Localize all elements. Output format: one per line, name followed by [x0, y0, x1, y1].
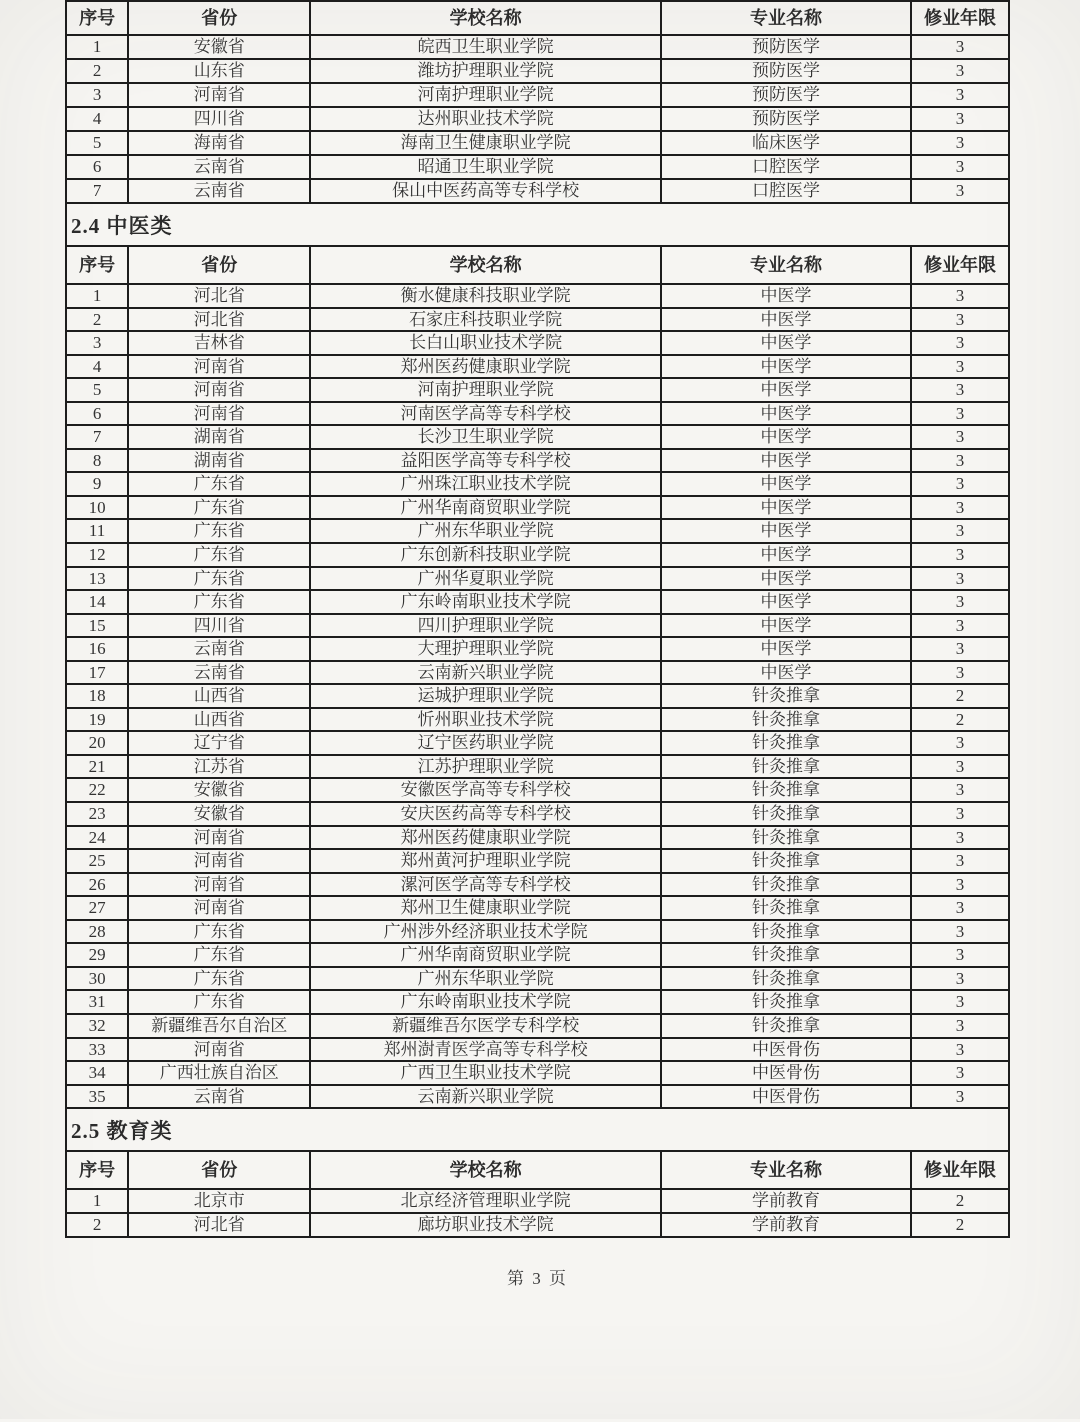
table-row: [66, 873, 1009, 897]
cell-school-name: 广州东华职业学院: [310, 967, 661, 991]
cell-row-index: 8: [66, 449, 128, 473]
cell-major-name: 针灸推拿: [661, 802, 911, 826]
cell-study-years: 3: [911, 449, 1009, 473]
table-row: [66, 896, 1009, 920]
cell-row-index: 1: [66, 1189, 128, 1213]
header-row: [66, 246, 1009, 284]
cell-school-name: 廊坊职业技术学院: [310, 1213, 661, 1237]
cell-province: 湖南省: [128, 449, 310, 473]
column-header: 学校名称: [310, 246, 661, 284]
cell-major-name: 中医学: [661, 496, 911, 520]
cell-province: 云南省: [128, 1085, 310, 1109]
cell-school-name: 皖西卫生职业学院: [310, 35, 661, 59]
cell-study-years: 3: [911, 472, 1009, 496]
cell-row-index: 24: [66, 826, 128, 850]
cell-row-index: 6: [66, 402, 128, 426]
cell-major-name: 口腔医学: [661, 155, 911, 179]
cell-school-name: 广东岭南职业技术学院: [310, 590, 661, 614]
cell-province: 河南省: [128, 873, 310, 897]
cell-province: 河北省: [128, 284, 310, 308]
cell-province: 河南省: [128, 378, 310, 402]
cell-row-index: 18: [66, 684, 128, 708]
cell-province: 辽宁省: [128, 731, 310, 755]
column-header: 省份: [128, 1151, 310, 1189]
table-row: [66, 1213, 1009, 1237]
cell-province: 广东省: [128, 472, 310, 496]
cell-school-name: 广东创新科技职业学院: [310, 543, 661, 567]
column-header: 专业名称: [661, 246, 911, 284]
schools-table: [65, 1150, 1010, 1238]
cell-study-years: 3: [911, 731, 1009, 755]
cell-major-name: 针灸推拿: [661, 943, 911, 967]
cell-major-name: 中医学: [661, 425, 911, 449]
cell-school-name: 益阳医学高等专科学校: [310, 449, 661, 473]
cell-school-name: 江苏护理职业学院: [310, 755, 661, 779]
column-header: 学校名称: [310, 1, 661, 35]
cell-row-index: 12: [66, 543, 128, 567]
cell-province: 新疆维吾尔自治区: [128, 1014, 310, 1038]
cell-study-years: 3: [911, 331, 1009, 355]
cell-study-years: 2: [911, 1213, 1009, 1237]
cell-row-index: 1: [66, 284, 128, 308]
cell-major-name: 中医学: [661, 543, 911, 567]
cell-school-name: 潍坊护理职业学院: [310, 59, 661, 83]
table-row: [66, 472, 1009, 496]
column-header: 序号: [66, 1151, 128, 1189]
cell-row-index: 23: [66, 802, 128, 826]
cell-school-name: 昭通卫生职业学院: [310, 155, 661, 179]
cell-province: 河北省: [128, 1213, 310, 1237]
table-row: [66, 1014, 1009, 1038]
cell-major-name: 中医学: [661, 402, 911, 426]
table-row: [66, 708, 1009, 732]
cell-province: 江苏省: [128, 755, 310, 779]
table-row: [66, 543, 1009, 567]
cell-row-index: 34: [66, 1061, 128, 1085]
cell-study-years: 3: [911, 590, 1009, 614]
table-row: [66, 519, 1009, 543]
cell-province: 河南省: [128, 849, 310, 873]
table-row: [66, 943, 1009, 967]
cell-province: 海南省: [128, 131, 310, 155]
cell-study-years: 3: [911, 496, 1009, 520]
cell-row-index: 21: [66, 755, 128, 779]
table-row: [66, 308, 1009, 332]
cell-province: 山西省: [128, 684, 310, 708]
table-row: [66, 59, 1009, 83]
cell-study-years: 3: [911, 355, 1009, 379]
cell-province: 河北省: [128, 308, 310, 332]
cell-province: 广西壮族自治区: [128, 1061, 310, 1085]
cell-school-name: 运城护理职业学院: [310, 684, 661, 708]
cell-school-name: 衡水健康科技职业学院: [310, 284, 661, 308]
cell-study-years: 3: [911, 543, 1009, 567]
section-title-text: 2.4 中医类: [71, 213, 173, 238]
cell-major-name: 预防医学: [661, 35, 911, 59]
table-row: [66, 155, 1009, 179]
cell-study-years: 3: [911, 920, 1009, 944]
cell-major-name: 中医学: [661, 567, 911, 591]
cell-study-years: 3: [911, 990, 1009, 1014]
cell-major-name: 预防医学: [661, 83, 911, 107]
cell-school-name: 大理护理职业学院: [310, 637, 661, 661]
cell-study-years: 3: [911, 519, 1009, 543]
cell-study-years: 3: [911, 155, 1009, 179]
cell-province: 山东省: [128, 59, 310, 83]
table-row: [66, 449, 1009, 473]
cell-row-index: 3: [66, 331, 128, 355]
table-row: [66, 179, 1009, 203]
cell-province: 四川省: [128, 614, 310, 638]
cell-study-years: 3: [911, 755, 1009, 779]
cell-study-years: 3: [911, 59, 1009, 83]
cell-row-index: 4: [66, 107, 128, 131]
cell-major-name: 中医学: [661, 355, 911, 379]
cell-school-name: 漯河医学高等专科学校: [310, 873, 661, 897]
table-row: [66, 802, 1009, 826]
cell-row-index: 32: [66, 1014, 128, 1038]
column-header: 专业名称: [661, 1, 911, 35]
cell-row-index: 2: [66, 1213, 128, 1237]
table-row: [66, 684, 1009, 708]
column-header: 修业年限: [911, 1, 1009, 35]
cell-row-index: 13: [66, 567, 128, 591]
cell-school-name: 广东岭南职业技术学院: [310, 990, 661, 1014]
cell-school-name: 河南护理职业学院: [310, 83, 661, 107]
cell-province: 四川省: [128, 107, 310, 131]
page-number: 第 3 页: [507, 1269, 568, 1289]
cell-major-name: 针灸推拿: [661, 708, 911, 732]
cell-row-index: 5: [66, 378, 128, 402]
cell-study-years: 3: [911, 131, 1009, 155]
cell-school-name: 四川护理职业学院: [310, 614, 661, 638]
cell-study-years: 3: [911, 896, 1009, 920]
cell-row-index: 35: [66, 1085, 128, 1109]
cell-row-index: 10: [66, 496, 128, 520]
schools-table: [65, 0, 1010, 204]
cell-row-index: 2: [66, 59, 128, 83]
table-row: [66, 1038, 1009, 1062]
cell-row-index: 27: [66, 896, 128, 920]
cell-row-index: 19: [66, 708, 128, 732]
table-row: [66, 755, 1009, 779]
cell-school-name: 云南新兴职业学院: [310, 1085, 661, 1109]
cell-major-name: 中医骨伤: [661, 1061, 911, 1085]
table-row: [66, 35, 1009, 59]
cell-major-name: 针灸推拿: [661, 849, 911, 873]
table-row: [66, 990, 1009, 1014]
cell-province: 云南省: [128, 637, 310, 661]
cell-province: 广东省: [128, 943, 310, 967]
cell-province: 山西省: [128, 708, 310, 732]
cell-school-name: 郑州医药健康职业学院: [310, 826, 661, 850]
cell-school-name: 郑州澍青医学高等专科学校: [310, 1038, 661, 1062]
section-title: [65, 204, 1010, 245]
cell-school-name: 长沙卫生职业学院: [310, 425, 661, 449]
cell-study-years: 2: [911, 708, 1009, 732]
cell-major-name: 针灸推拿: [661, 990, 911, 1014]
column-header: 学校名称: [310, 1151, 661, 1189]
cell-row-index: 31: [66, 990, 128, 1014]
cell-major-name: 中医学: [661, 472, 911, 496]
cell-province: 广东省: [128, 496, 310, 520]
cell-major-name: 中医学: [661, 590, 911, 614]
cell-major-name: 学前教育: [661, 1213, 911, 1237]
cell-row-index: 16: [66, 637, 128, 661]
cell-province: 河南省: [128, 355, 310, 379]
cell-school-name: 长白山职业技术学院: [310, 331, 661, 355]
column-header: 序号: [66, 1, 128, 35]
table-row: [66, 378, 1009, 402]
table-row: [66, 849, 1009, 873]
cell-major-name: 针灸推拿: [661, 920, 911, 944]
cell-school-name: 河南医学高等专科学校: [310, 402, 661, 426]
cell-major-name: 中医学: [661, 661, 911, 685]
column-header: 专业名称: [661, 1151, 911, 1189]
cell-school-name: 安徽医学高等专科学校: [310, 778, 661, 802]
table-row: [66, 496, 1009, 520]
cell-study-years: 3: [911, 826, 1009, 850]
section-title: [65, 1109, 1010, 1150]
cell-study-years: 3: [911, 107, 1009, 131]
cell-row-index: 7: [66, 425, 128, 449]
header-row: [66, 1, 1009, 35]
cell-major-name: 针灸推拿: [661, 731, 911, 755]
cell-row-index: 5: [66, 131, 128, 155]
cell-province: 河南省: [128, 896, 310, 920]
cell-school-name: 河南护理职业学院: [310, 378, 661, 402]
table-row: [66, 731, 1009, 755]
column-header: 修业年限: [911, 246, 1009, 284]
cell-major-name: 针灸推拿: [661, 778, 911, 802]
cell-row-index: 14: [66, 590, 128, 614]
cell-major-name: 预防医学: [661, 59, 911, 83]
cell-row-index: 9: [66, 472, 128, 496]
cell-province: 安徽省: [128, 778, 310, 802]
cell-school-name: 郑州卫生健康职业学院: [310, 896, 661, 920]
column-header: 序号: [66, 246, 128, 284]
table-row: [66, 131, 1009, 155]
cell-major-name: 中医学: [661, 519, 911, 543]
table-row: [66, 1085, 1009, 1109]
cell-school-name: 广州涉外经济职业技术学院: [310, 920, 661, 944]
cell-school-name: 北京经济管理职业学院: [310, 1189, 661, 1213]
schools-table: [65, 245, 1010, 1109]
cell-school-name: 新疆维吾尔医学专科学校: [310, 1014, 661, 1038]
cell-major-name: 中医学: [661, 331, 911, 355]
cell-study-years: 3: [911, 614, 1009, 638]
cell-row-index: 20: [66, 731, 128, 755]
cell-row-index: 3: [66, 83, 128, 107]
cell-row-index: 29: [66, 943, 128, 967]
cell-province: 河南省: [128, 402, 310, 426]
table-row: [66, 967, 1009, 991]
cell-major-name: 中医学: [661, 378, 911, 402]
cell-major-name: 针灸推拿: [661, 684, 911, 708]
cell-row-index: 15: [66, 614, 128, 638]
cell-major-name: 针灸推拿: [661, 967, 911, 991]
cell-province: 广东省: [128, 519, 310, 543]
cell-school-name: 广州华南商贸职业学院: [310, 496, 661, 520]
cell-study-years: 3: [911, 567, 1009, 591]
cell-province: 广东省: [128, 920, 310, 944]
cell-major-name: 中医学: [661, 449, 911, 473]
cell-province: 安徽省: [128, 35, 310, 59]
column-header: 省份: [128, 1, 310, 35]
cell-major-name: 中医学: [661, 614, 911, 638]
cell-study-years: 3: [911, 402, 1009, 426]
cell-major-name: 临床医学: [661, 131, 911, 155]
table-row: [66, 1189, 1009, 1213]
table-row: [66, 284, 1009, 308]
cell-province: 湖南省: [128, 425, 310, 449]
cell-province: 河南省: [128, 826, 310, 850]
cell-school-name: 郑州黄河护理职业学院: [310, 849, 661, 873]
table-row: [66, 1061, 1009, 1085]
cell-study-years: 3: [911, 967, 1009, 991]
table-row: [66, 107, 1009, 131]
table-row: [66, 637, 1009, 661]
table-row: [66, 661, 1009, 685]
cell-study-years: 3: [911, 378, 1009, 402]
header-row: [66, 1151, 1009, 1189]
cell-province: 云南省: [128, 155, 310, 179]
column-header: 省份: [128, 246, 310, 284]
cell-school-name: 广州珠江职业技术学院: [310, 472, 661, 496]
cell-school-name: 忻州职业技术学院: [310, 708, 661, 732]
cell-row-index: 4: [66, 355, 128, 379]
cell-school-name: 辽宁医药职业学院: [310, 731, 661, 755]
table-row: [66, 83, 1009, 107]
cell-major-name: 针灸推拿: [661, 873, 911, 897]
cell-school-name: 石家庄科技职业学院: [310, 308, 661, 332]
table-row: [66, 355, 1009, 379]
column-header: 修业年限: [911, 1151, 1009, 1189]
cell-school-name: 云南新兴职业学院: [310, 661, 661, 685]
cell-school-name: 广州华南商贸职业学院: [310, 943, 661, 967]
cell-major-name: 中医学: [661, 284, 911, 308]
cell-school-name: 海南卫生健康职业学院: [310, 131, 661, 155]
table-row: [66, 920, 1009, 944]
cell-major-name: 中医骨伤: [661, 1085, 911, 1109]
cell-study-years: 3: [911, 1038, 1009, 1062]
cell-province: 吉林省: [128, 331, 310, 355]
cell-school-name: 保山中医药高等专科学校: [310, 179, 661, 203]
cell-study-years: 3: [911, 637, 1009, 661]
cell-study-years: 3: [911, 1014, 1009, 1038]
cell-study-years: 3: [911, 1085, 1009, 1109]
cell-study-years: 3: [911, 179, 1009, 203]
cell-province: 云南省: [128, 661, 310, 685]
cell-province: 北京市: [128, 1189, 310, 1213]
cell-major-name: 针灸推拿: [661, 755, 911, 779]
cell-study-years: 3: [911, 284, 1009, 308]
cell-row-index: 26: [66, 873, 128, 897]
table-row: [66, 590, 1009, 614]
cell-row-index: 6: [66, 155, 128, 179]
cell-province: 河南省: [128, 1038, 310, 1062]
cell-row-index: 11: [66, 519, 128, 543]
cell-major-name: 中医学: [661, 308, 911, 332]
section-title-text: 2.5 教育类: [71, 1118, 173, 1143]
cell-study-years: 3: [911, 35, 1009, 59]
cell-province: 广东省: [128, 990, 310, 1014]
cell-study-years: 3: [911, 873, 1009, 897]
cell-study-years: 3: [911, 425, 1009, 449]
cell-row-index: 17: [66, 661, 128, 685]
cell-row-index: 33: [66, 1038, 128, 1062]
table-row: [66, 826, 1009, 850]
cell-major-name: 针灸推拿: [661, 826, 911, 850]
cell-province: 广东省: [128, 967, 310, 991]
table-row: [66, 778, 1009, 802]
cell-school-name: 安庆医药高等专科学校: [310, 802, 661, 826]
table-row: [66, 331, 1009, 355]
cell-major-name: 预防医学: [661, 107, 911, 131]
cell-major-name: 中医骨伤: [661, 1038, 911, 1062]
cell-study-years: 2: [911, 1189, 1009, 1213]
cell-study-years: 3: [911, 661, 1009, 685]
cell-study-years: 3: [911, 778, 1009, 802]
cell-school-name: 郑州医药健康职业学院: [310, 355, 661, 379]
cell-row-index: 22: [66, 778, 128, 802]
cell-row-index: 28: [66, 920, 128, 944]
cell-province: 云南省: [128, 179, 310, 203]
cell-row-index: 1: [66, 35, 128, 59]
cell-school-name: 广州华夏职业学院: [310, 567, 661, 591]
cell-province: 安徽省: [128, 802, 310, 826]
cell-major-name: 学前教育: [661, 1189, 911, 1213]
cell-province: 河南省: [128, 83, 310, 107]
cell-province: 广东省: [128, 543, 310, 567]
cell-study-years: 3: [911, 83, 1009, 107]
cell-study-years: 3: [911, 1061, 1009, 1085]
cell-major-name: 针灸推拿: [661, 1014, 911, 1038]
cell-school-name: 广西卫生职业技术学院: [310, 1061, 661, 1085]
cell-row-index: 2: [66, 308, 128, 332]
table-row: [66, 567, 1009, 591]
cell-row-index: 30: [66, 967, 128, 991]
cell-study-years: 3: [911, 308, 1009, 332]
table-row: [66, 425, 1009, 449]
tables-container: [65, 0, 1010, 1238]
cell-school-name: 广州东华职业学院: [310, 519, 661, 543]
cell-row-index: 7: [66, 179, 128, 203]
cell-study-years: 3: [911, 943, 1009, 967]
cell-row-index: 25: [66, 849, 128, 873]
table-row: [66, 402, 1009, 426]
cell-study-years: 2: [911, 684, 1009, 708]
cell-major-name: 中医学: [661, 637, 911, 661]
table-row: [66, 614, 1009, 638]
cell-major-name: 口腔医学: [661, 179, 911, 203]
cell-major-name: 针灸推拿: [661, 896, 911, 920]
cell-province: 广东省: [128, 567, 310, 591]
cell-province: 广东省: [128, 590, 310, 614]
cell-study-years: 3: [911, 849, 1009, 873]
cell-school-name: 达州职业技术学院: [310, 107, 661, 131]
cell-study-years: 3: [911, 802, 1009, 826]
